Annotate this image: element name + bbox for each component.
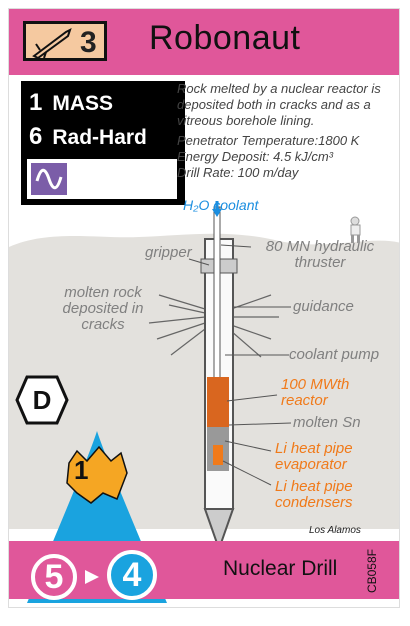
footer-label: Nuclear Drill xyxy=(223,557,338,580)
spec-temperature: Penetrator Temperature:1800 K xyxy=(177,133,360,148)
reactor-label: 100 MWth reactor xyxy=(281,376,350,409)
spec-rate: Drill Rate: 100 m/day xyxy=(177,165,299,180)
arrow-right-icon xyxy=(81,567,103,587)
credit-text: Los Alamos xyxy=(309,525,361,536)
coolant-pump-label: coolant pump xyxy=(289,346,380,363)
card-code: CB058F xyxy=(365,549,379,594)
radhard-stat xyxy=(29,123,147,151)
spec-energy: Energy Deposit: 4.5 kJ/cm³ xyxy=(177,149,334,164)
mass-stat xyxy=(29,89,113,117)
description xyxy=(177,81,397,181)
condensers-label: Li heat pipe condensers xyxy=(275,478,353,511)
factory-letter: D xyxy=(32,385,52,415)
wave-icon xyxy=(31,163,67,195)
gripper-label: gripper xyxy=(145,244,192,261)
fuel-from-value: 5 xyxy=(44,557,64,596)
radhard-value: 6 xyxy=(29,123,43,150)
molten-sn-label: molten Sn xyxy=(293,414,361,431)
card xyxy=(8,8,400,608)
card-title: Robonaut xyxy=(149,19,301,57)
cost-box xyxy=(23,21,107,61)
fuel-to-circle xyxy=(107,550,157,600)
radhard-label: Rad-Hard xyxy=(52,126,147,149)
mass-value: 1 xyxy=(29,89,43,116)
thruster-label: 80 MN hydraulic thruster xyxy=(265,238,375,271)
symbol-box xyxy=(27,159,177,199)
rocket-icon xyxy=(30,26,74,60)
coolant-label: H₂O coolant xyxy=(183,197,259,213)
molten-rock-label: molten rock deposited in cracks xyxy=(62,284,144,333)
card-header xyxy=(9,9,400,75)
description-text: Rock melted by a nuclear reactor is deposited both in cracks and as a vitreous borehole lining. xyxy=(177,81,381,128)
thrust-value: 1 xyxy=(74,455,89,485)
stats-panel xyxy=(21,81,185,205)
guidance-label: guidance xyxy=(293,298,354,315)
factory-hex-icon xyxy=(15,375,69,425)
cost-value: 3 xyxy=(80,26,97,59)
fuel-from-circle xyxy=(31,554,77,600)
evaporator-label: Li heat pipe evaporator xyxy=(275,440,353,473)
mass-label: MASS xyxy=(52,92,114,115)
fuel-to-value: 4 xyxy=(122,555,142,594)
